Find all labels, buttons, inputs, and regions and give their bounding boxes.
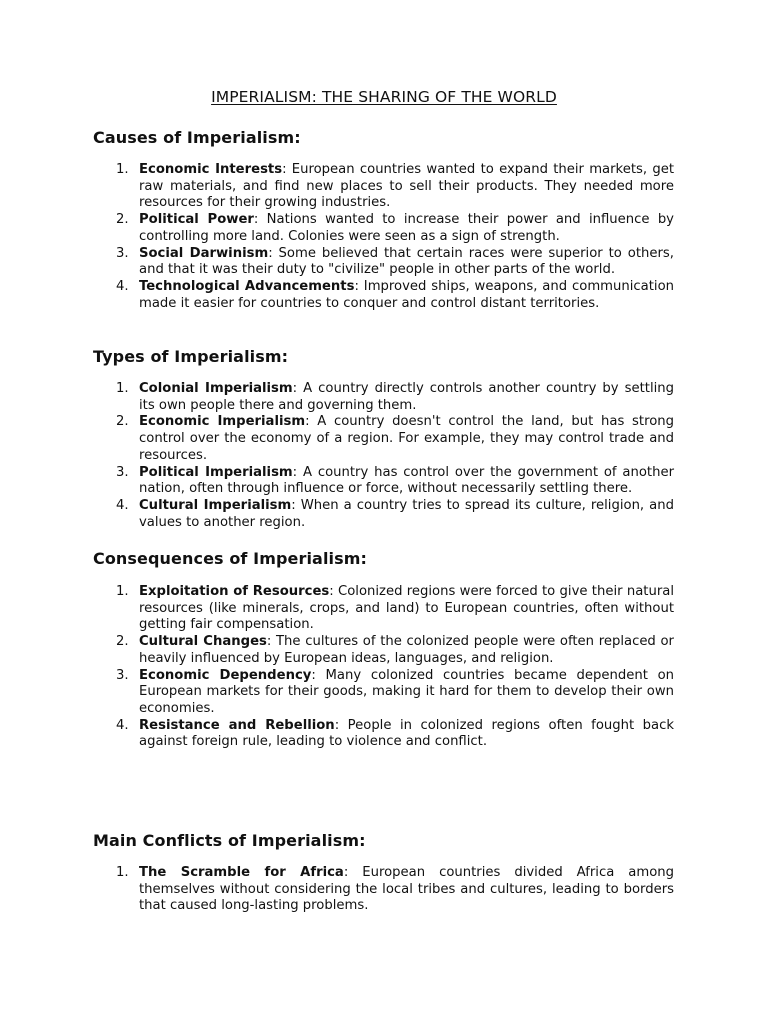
item-term: Cultural Imperialism — [139, 497, 292, 513]
consequences-list — [112, 584, 674, 751]
item-term: Colonial Imperialism — [139, 381, 293, 396]
item-term: Political Power — [139, 212, 254, 228]
item-term: Economic Imperialism — [139, 414, 306, 430]
item-term: The Scramble for Africa — [139, 865, 344, 880]
conflicts-list — [112, 865, 674, 915]
item-text: : A country directly controls another country by settling its own people there and governing them. — [139, 381, 674, 413]
types-list — [112, 381, 674, 531]
item-text: : Improved ships, weapons, and communication made it easier for countries to conquer and control distant territories. — [139, 278, 674, 311]
item-number: 4. — [116, 497, 129, 513]
list-item — [112, 212, 674, 245]
item-term: Exploitation of Resources — [139, 584, 330, 599]
document-title: IMPERIALISM: THE SHARING OF THE WORLD — [211, 88, 557, 106]
item-text: : Some believed that certain races were superior to others, and that it was their duty to "civilize" people in other parts of the world. — [139, 245, 674, 278]
list-item — [112, 279, 674, 312]
item-number: 4. — [116, 278, 129, 294]
list-item — [112, 584, 674, 634]
item-number: 2. — [116, 414, 129, 430]
list-item — [112, 634, 674, 667]
list-item — [112, 718, 674, 751]
item-term: Resistance and Rebellion — [139, 717, 335, 733]
item-number: 1. — [116, 162, 129, 177]
list-item — [112, 465, 674, 498]
item-text: : The cultures of the colonized people were often replaced or heavily influenced by European ideas, languages, and religion. — [139, 634, 674, 666]
item-text: : Colonized regions were forced to give their natural resources (like minerals, crops, and land) to European countries, often without getting fair compensation. — [139, 584, 674, 633]
section-heading-consequences: Consequences of Imperialism: — [93, 549, 368, 568]
item-term: Social Darwinism — [139, 245, 269, 261]
section-heading-main-conflicts: Main Conflicts of Imperialism: — [93, 831, 366, 850]
item-term: Cultural Changes — [139, 634, 267, 650]
item-text: : When a country tries to spread its culture, religion, and values to another region. — [139, 497, 674, 530]
item-number: 1. — [116, 381, 129, 396]
item-number: 3. — [116, 464, 129, 480]
item-text: : Nations wanted to increase their power and influence by controlling more land. Colonies were seen as a sign of strength. — [139, 212, 674, 244]
item-number: 3. — [116, 667, 129, 683]
item-number: 4. — [116, 717, 129, 733]
causes-list — [112, 162, 674, 312]
list-item — [112, 381, 674, 414]
item-number: 1. — [116, 865, 129, 880]
item-term: Economic Dependency — [139, 667, 312, 683]
list-item — [112, 414, 674, 464]
item-text: : Many colonized countries became dependent on European markets for their goods, making it hard for them to develop their own economies. — [139, 667, 674, 716]
section-heading-causes: Causes of Imperialism: — [93, 128, 301, 147]
section-heading-types: Types of Imperialism: — [93, 347, 289, 366]
list-item — [112, 162, 674, 212]
item-term: Economic Interests — [139, 162, 283, 177]
list-item — [112, 246, 674, 279]
list-item — [112, 668, 674, 718]
item-text: : European countries wanted to expand their markets, get raw materials, and find new places to sell their products. They needed more resources for their growing industries. — [139, 162, 674, 211]
item-text: : European countries divided Africa among themselves without considering the local tribes and cultures, leading to borders that caused long-lasting problems. — [139, 865, 675, 914]
item-term: Political Imperialism — [139, 464, 293, 480]
item-number: 1. — [116, 584, 129, 599]
item-text: : A country has control over the government of another nation, often through influence or force, without necessarily settling there. — [139, 464, 674, 497]
item-text: : A country doesn't control the land, but has strong control over the economy of a region. For example, they may control trade and resources. — [139, 414, 674, 463]
item-number: 3. — [116, 245, 129, 261]
item-text: : People in colonized regions often fought back against foreign rule, leading to violence and conflict. — [139, 717, 674, 750]
list-item — [112, 498, 674, 531]
item-number: 2. — [116, 634, 129, 650]
list-item — [112, 865, 674, 915]
item-term: Technological Advancements — [139, 278, 355, 294]
item-number: 2. — [116, 212, 129, 228]
